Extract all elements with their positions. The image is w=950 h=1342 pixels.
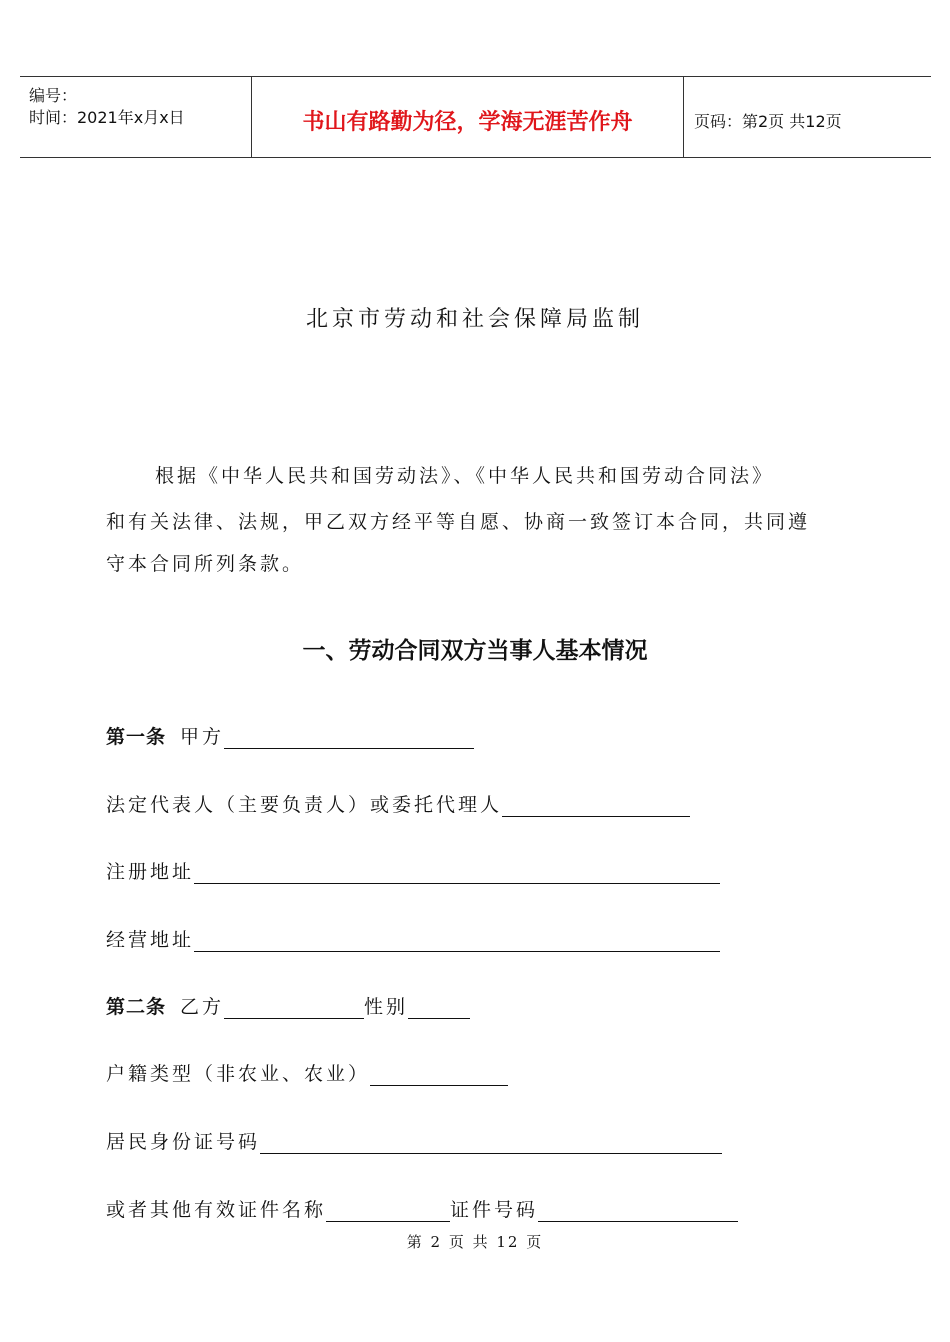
other-id-row bbox=[106, 1195, 738, 1222]
id-number-row bbox=[106, 1127, 722, 1154]
article-2-row bbox=[106, 992, 470, 1019]
legal-rep-label: 法定代表人（主要负责人）或委托代理人 bbox=[106, 794, 503, 816]
time-label: 时间：2021年x月x日 bbox=[29, 108, 185, 127]
motto: 书山有路勤为径，学海无涯苦作舟 bbox=[302, 110, 633, 135]
header-right-cell bbox=[683, 77, 931, 157]
intro-line-3: 守本合同所列条款。 bbox=[106, 553, 305, 575]
page-footer: 第 2 页 共 12 页 bbox=[406, 1233, 544, 1251]
gender-blank[interactable] bbox=[408, 998, 470, 1019]
cert-no-label: 证件号码 bbox=[450, 1199, 539, 1221]
reg-address-label: 注册地址 bbox=[106, 861, 195, 883]
other-id-label: 或者其他有效证件名称 bbox=[106, 1199, 327, 1221]
other-id-blank[interactable] bbox=[326, 1201, 450, 1222]
party-b-label: 乙方 bbox=[180, 996, 225, 1018]
gender-label: 性别 bbox=[364, 996, 409, 1018]
serial-label: 编号： bbox=[29, 86, 78, 105]
legal-rep-blank[interactable] bbox=[502, 796, 690, 817]
header-page-info: 页码：第2页 共12页 bbox=[694, 112, 842, 131]
intro-line-2: 和有关法律、法规，甲乙双方经平等自愿、协商一致签订本合同，共同遵 bbox=[106, 511, 811, 533]
header-left-cell bbox=[20, 77, 251, 157]
intro-line-1: 根据《中华人民共和国劳动法》、《中华人民共和国劳动合同法》 bbox=[155, 465, 775, 487]
party-a-label: 甲方 bbox=[180, 726, 225, 748]
household-label: 户籍类型（非农业、农业） bbox=[106, 1063, 371, 1085]
article-1-label: 第一条 bbox=[106, 726, 167, 748]
id-number-label: 居民身份证号码 bbox=[106, 1131, 261, 1153]
article-2-label: 第二条 bbox=[106, 996, 167, 1018]
cert-no-blank[interactable] bbox=[538, 1201, 738, 1222]
department-line: 北京市劳动和社会保障局监制 bbox=[305, 307, 644, 332]
biz-address-label: 经营地址 bbox=[106, 929, 195, 951]
section-title: 一、劳动合同双方当事人基本情况 bbox=[302, 638, 648, 664]
page-header bbox=[20, 76, 931, 158]
id-number-blank[interactable] bbox=[260, 1133, 722, 1154]
household-blank[interactable] bbox=[370, 1065, 508, 1086]
legal-rep-row bbox=[106, 790, 690, 817]
reg-address-row bbox=[106, 857, 720, 884]
party-b-blank[interactable] bbox=[224, 998, 364, 1019]
biz-address-row bbox=[106, 925, 720, 952]
biz-address-blank[interactable] bbox=[194, 931, 720, 952]
article-1-row bbox=[106, 722, 474, 749]
header-middle-cell bbox=[251, 77, 684, 157]
party-a-blank[interactable] bbox=[224, 728, 474, 749]
household-row bbox=[106, 1059, 508, 1086]
reg-address-blank[interactable] bbox=[194, 863, 720, 884]
